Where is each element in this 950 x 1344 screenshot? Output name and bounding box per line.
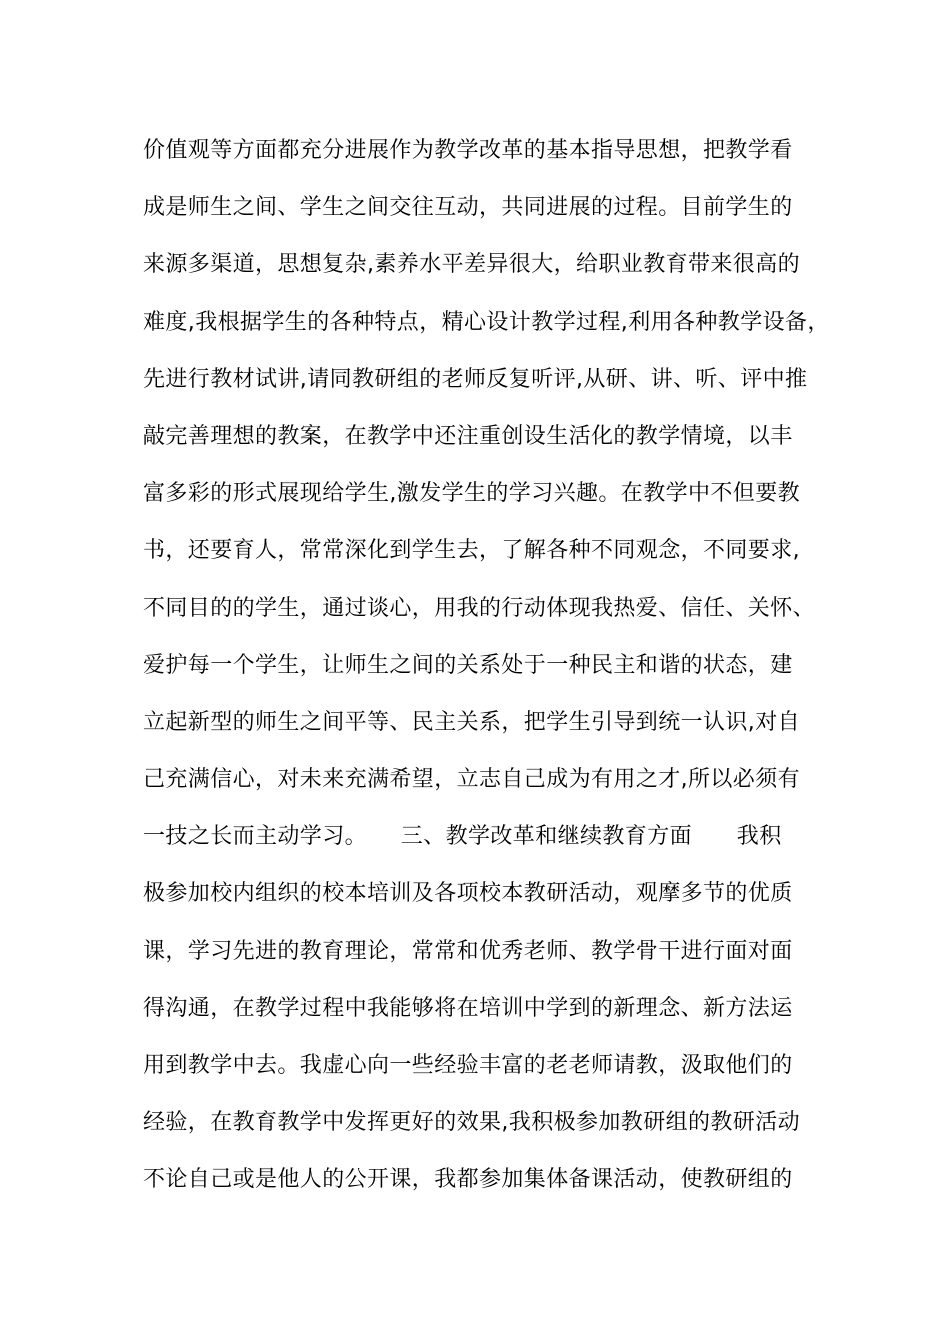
text-line: 立起新型的师生之间平等、民主关系，把学生引导到统一认识,对自 bbox=[143, 709, 800, 735]
text-line: 爱护每一个学生，让师生之间的关系处于一种民主和谐的状态，建 bbox=[143, 652, 793, 678]
text-line: 敲完善理想的教案，在教学中还注重创设生活化的教学情境，以丰 bbox=[143, 423, 793, 449]
text-line: 一技之长而主动学习。 三、教学改革和继续教育方面 我积 bbox=[143, 824, 782, 850]
text-line: 价值观等方面都充分进展作为教学改革的基本指导思想，把教学看 bbox=[143, 138, 793, 163]
text-line: 得沟通，在教学过程中我能够将在培训中学到的新理念、新方法运 bbox=[143, 995, 793, 1021]
text-line: 课，学习先进的教育理论，常常和优秀老师、教学骨干进行面对面 bbox=[143, 938, 793, 964]
text-line: 富多彩的形式展现给学生,激发学生的学习兴趣。在教学中不但要教 bbox=[143, 481, 800, 507]
text-line: 用到教学中去。我虚心向一些经验丰富的老老师请教，汲取他们的 bbox=[143, 1053, 793, 1078]
text-line: 极参加校内组织的校本培训及各项校本教研活动，观摩多节的优质 bbox=[143, 881, 793, 907]
body-text bbox=[143, 128, 843, 1215]
text-line: 不论自己或是他人的公开课，我都参加集体备课活动，使教研组的 bbox=[143, 1167, 793, 1193]
text-line: 成是师生之间、学生之间交往互动，共同进展的过程。目前学生的 bbox=[143, 195, 793, 221]
text-line: 不同目的的学生，通过谈心，用我的行动体现我热爱、信任、关怀、 bbox=[143, 595, 816, 621]
text-line: 书，还要育人，常常深化到学生去，了解各种不同观念，不同要求, bbox=[143, 538, 800, 564]
text-line: 先进行教材试讲,请同教研组的老师反复听评,从研、讲、听、评中推 bbox=[143, 366, 808, 392]
text-line: 难度,我根据学生的各种特点，精心设计教学过程,利用各种教学设备， bbox=[143, 309, 830, 335]
text-line: 来源多渠道，思想复杂,素养水平差异很大，给职业教育带来很高的 bbox=[143, 252, 800, 278]
text-line: 己充满信心，对未来充满希望，立志自己成为有用之才,所以必须有 bbox=[143, 767, 800, 793]
text-line: 经验，在教育教学中发挥更好的效果,我积极参加教研组的教研活动 bbox=[143, 1110, 800, 1136]
